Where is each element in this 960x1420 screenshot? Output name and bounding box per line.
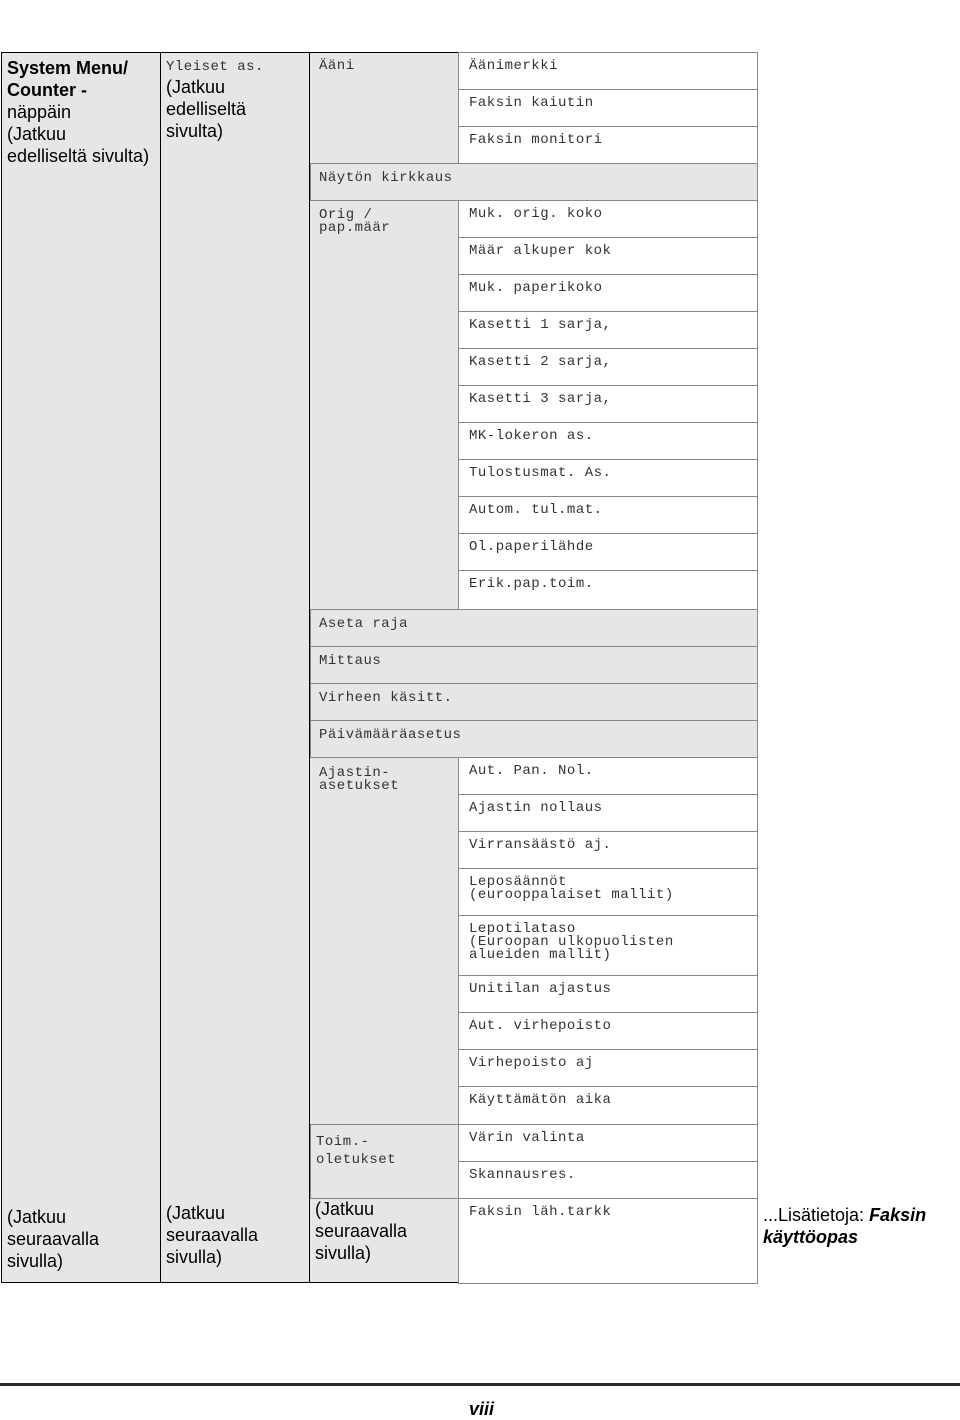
cell-lepotilataso: Lepotilataso (Euroopan ulkopuolisten alueiden mallit) (458, 915, 758, 976)
menu-naytton-kirkkaus: Näytön kirkkaus (319, 170, 453, 186)
cell-aut-pan-nol: Aut. Pan. Nol. (458, 757, 758, 795)
column-1 (1, 52, 161, 1283)
cell-faksin-lah-tarkk: Faksin läh.tarkk (458, 1198, 758, 1284)
cell-unitilan-ajastus: Unitilan ajastus (458, 975, 758, 1013)
footer-rule (0, 1383, 960, 1386)
cell-aut-virhepoisto: Aut. virhepoisto (458, 1012, 758, 1050)
page-number: viii (469, 1399, 495, 1419)
cross-reference-title: Faksin käyttöopas (763, 1205, 927, 1247)
menu-toim-oletukset: Toim.- oletukset (316, 1134, 397, 1168)
system-menu-title: System Menu/ Counter - (7, 58, 129, 100)
menu-paivamaara: Päivämääräasetus (319, 727, 462, 743)
cell-kasetti-1: Kasetti 1 sarja, (458, 311, 758, 349)
cell-aanimerkki: Äänimerkki (458, 52, 758, 90)
cell-faksin-monitori: Faksin monitori (458, 126, 758, 164)
cell-autom-tul-mat: Autom. tul.mat. (458, 496, 758, 534)
cell-virransaasto: Virransäästö aj. (458, 831, 758, 869)
cell-skannausres: Skannausres. (458, 1161, 758, 1199)
cell-erik-pap-toim: Erik.pap.toim. (458, 570, 758, 610)
menu-aseta-raja: Aseta raja (319, 616, 409, 632)
cell-muk-orig-koko: Muk. orig. koko (458, 200, 758, 238)
cell-tulostusmat: Tulostusmat. As. (458, 459, 758, 497)
cell-varin-valinta: Värin valinta (458, 1124, 758, 1162)
menu-mittaus: Mittaus (319, 653, 382, 669)
cell-mk-lokeron: MK-lokeron as. (458, 422, 758, 460)
col3-continue: (Jatkuu seuraavalla sivulla) (315, 1199, 408, 1263)
cross-reference (763, 1204, 958, 1248)
col2-continue: (Jatkuu seuraavalla sivulla) (166, 1203, 259, 1267)
cell-faksin-kaiutin: Faksin kaiutin (458, 89, 758, 127)
cell-ajastin-nollaus: Ajastin nollaus (458, 794, 758, 832)
col1-continue: (Jatkuu seuraavalla sivulla) (7, 1207, 100, 1271)
cell-kasetti-3: Kasetti 3 sarja, (458, 385, 758, 423)
menu-ajastin-asetukset: Ajastin- asetukset (319, 765, 400, 794)
cell-muk-paperikoko: Muk. paperikoko (458, 274, 758, 312)
menu-virheen-kasitt: Virheen käsitt. (319, 690, 453, 706)
cross-reference-prefix: ...Lisätietoja: (763, 1205, 870, 1225)
cell-leposaannot: Leposäännöt (eurooppalaiset mallit) (458, 868, 758, 916)
system-menu-header (7, 57, 157, 167)
cell-virhepoisto-aj: Virhepoisto aj (458, 1049, 758, 1087)
column-2 (160, 52, 310, 1283)
yleiset-header (166, 57, 306, 142)
cell-kayttamaton-aika: Käyttämätön aika (458, 1086, 758, 1125)
menu-aani: Ääni (319, 58, 355, 74)
cell-ol-paperilahde: Ol.paperilähde (458, 533, 758, 571)
yleiset-continued: (Jatkuu edelliseltä sivulta) (166, 77, 247, 141)
yleiset-title: Yleiset as. (166, 59, 264, 75)
cell-kasetti-2: Kasetti 2 sarja, (458, 348, 758, 386)
menu-orig-pap-maar: Orig / pap.määr (319, 207, 391, 236)
cell-maar-alkuper-kok: Määr alkuper kok (458, 237, 758, 275)
system-menu-subtitle: näppäin (Jatkuu edelliseltä sivulta) (7, 102, 150, 166)
